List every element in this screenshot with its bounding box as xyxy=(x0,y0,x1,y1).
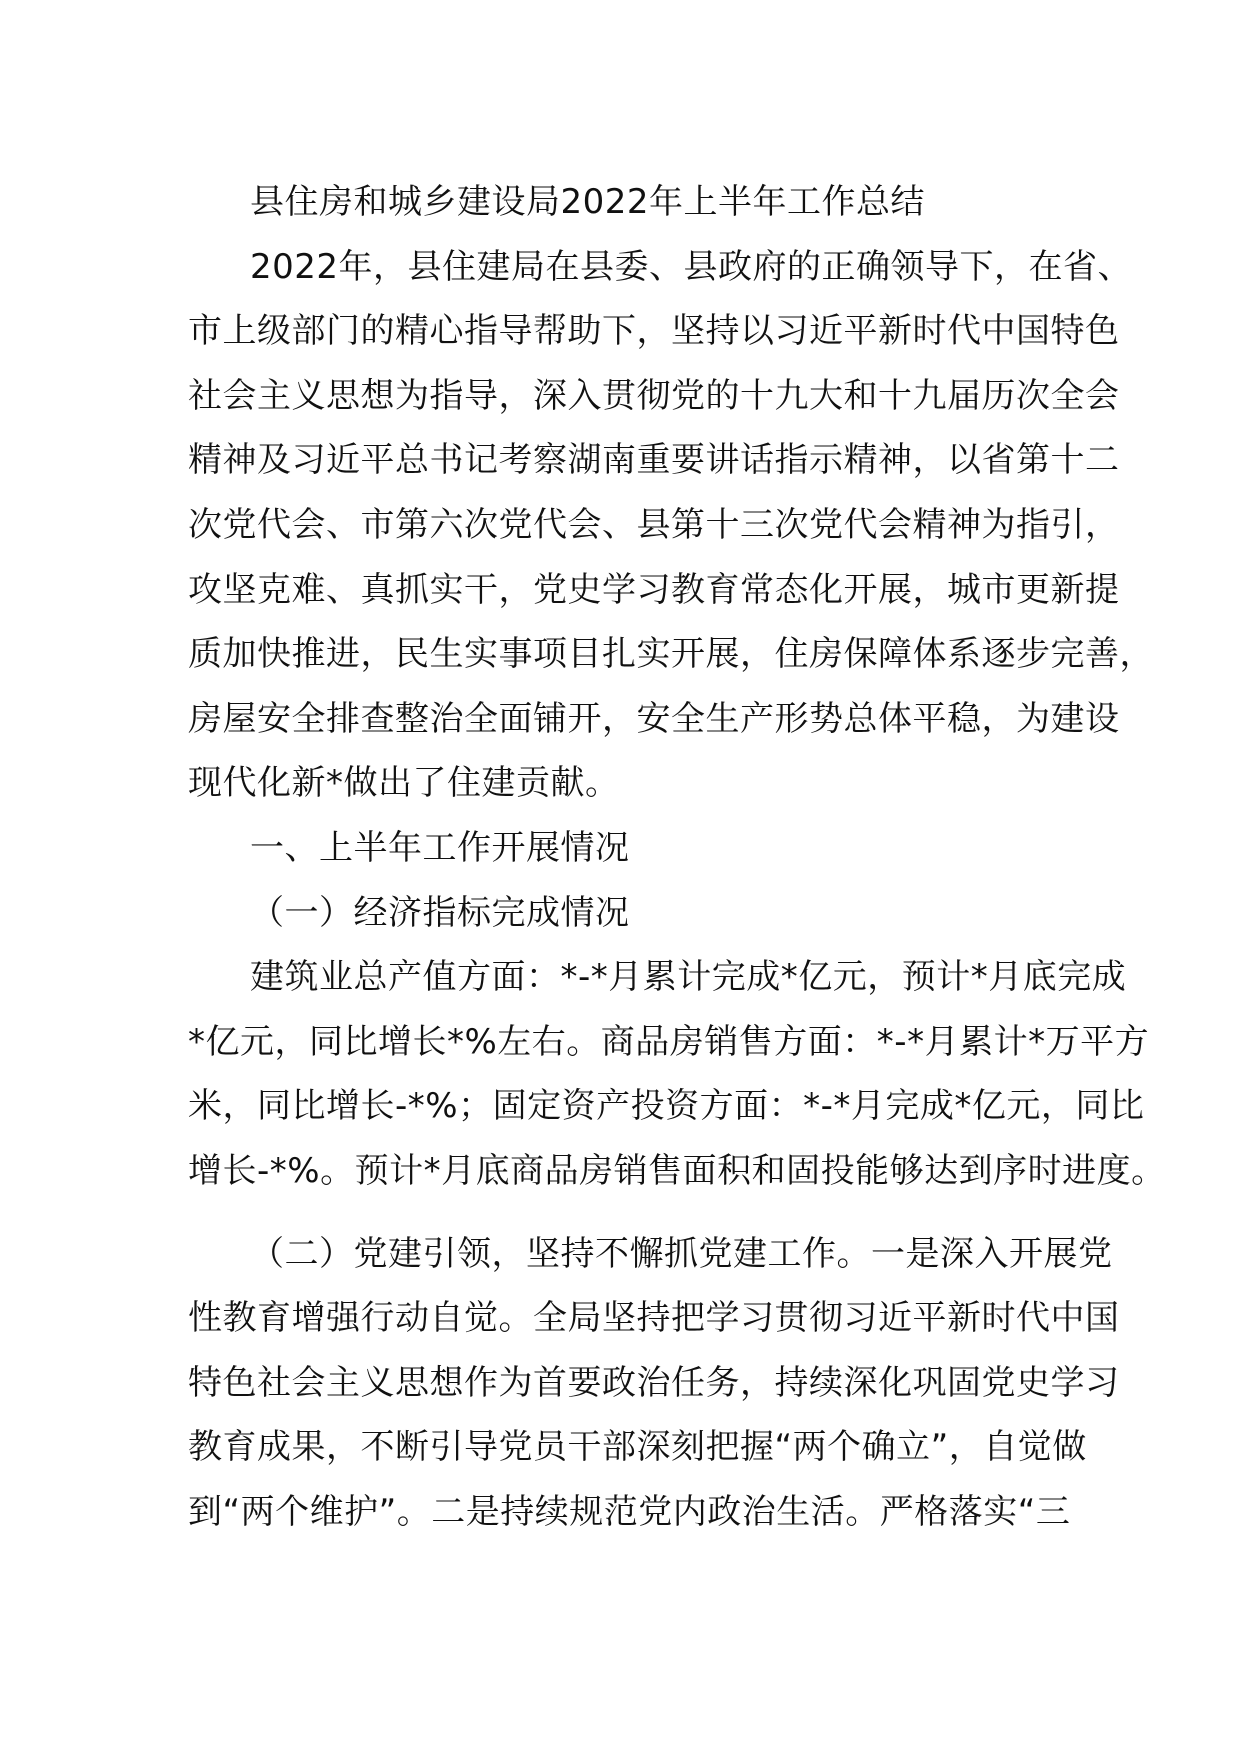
paragraph-line: *亿元，同比增长*%左右。商品房销售方面：*-*月累计*万平方 xyxy=(188,1021,1150,1062)
section-heading: 一、上半年工作开展情况 xyxy=(250,827,630,868)
paragraph-line: 到“两个维护”。二是持续规范党内政治生活。严格落实“三 xyxy=(188,1491,1071,1532)
paragraph-line: 性教育增强行动自觉。全局坚持把学习贯彻习近平新时代中国 xyxy=(188,1298,1120,1339)
intro-line: 精神及习近平总书记考察湖南重要讲话指示精神，以省第十二 xyxy=(188,440,1120,481)
intro-line: 质加快推进，民生实事项目扎实开展，住房保障体系逐步完善， xyxy=(188,634,1154,675)
paragraph-line: （二）党建引领，坚持不懈抓党建工作。一是深入开展党 xyxy=(250,1233,1113,1274)
intro-line: 现代化新*做出了住建贡献。 xyxy=(188,763,620,804)
intro-line: 2022年，县住建局在县委、县政府的正确领导下，在省、 xyxy=(250,246,1133,287)
subsection-heading: （一）经济指标完成情况 xyxy=(250,892,630,933)
document-body xyxy=(188,170,1166,1544)
paragraph-line: 教育成果，不断引导党员干部深刻把握“两个确立”，自觉做 xyxy=(188,1427,1087,1468)
document-title: 县住房和城乡建设局2022年上半年工作总结 xyxy=(250,182,926,222)
paragraph-line: 增长-*%。预计*月底商品房销售面积和固投能够达到序时进度。 xyxy=(188,1150,1166,1191)
paragraph-line: 特色社会主义思想作为首要政治任务，持续深化巩固党史学习 xyxy=(188,1362,1120,1403)
paragraph-line: 建筑业总产值方面：*-*月累计完成*亿元，预计*月底完成 xyxy=(250,957,1127,998)
intro-line: 房屋安全排查整治全面铺开，安全生产形势总体平稳，为建设 xyxy=(188,698,1120,739)
intro-line: 攻坚克难、真抓实干，党史学习教育常态化开展，城市更新提 xyxy=(188,569,1120,610)
intro-line: 次党代会、市第六次党代会、县第十三次党代会精神为指引， xyxy=(188,504,1120,545)
intro-line: 社会主义思想为指导，深入贯彻党的十九大和十九届历次全会 xyxy=(188,375,1120,416)
paragraph-line: 米，同比增长-*%；固定资产投资方面：*-*月完成*亿元，同比 xyxy=(188,1086,1145,1127)
intro-line: 市上级部门的精心指导帮助下，坚持以习近平新时代中国特色 xyxy=(188,311,1120,352)
